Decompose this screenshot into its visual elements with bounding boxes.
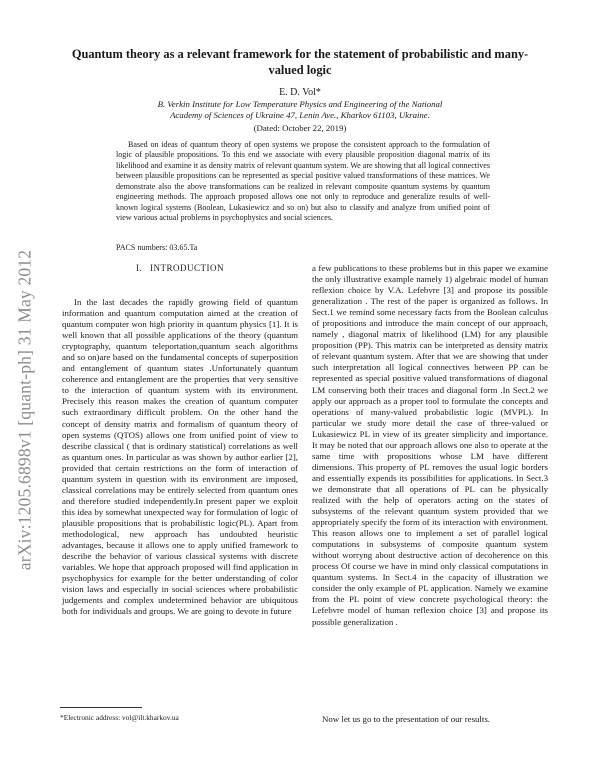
left-column xyxy=(62,263,298,617)
arxiv-stamp-text: arXiv:1205.6898v1 [quant-ph] 31 May 2012 xyxy=(14,249,35,571)
footnote-rule xyxy=(60,707,142,708)
right-column-text: a few publications to these problems but in this paper we examine the only illustrative example namely 1) algebraic model of human reflexion choice by V.A. Lefebvre [3] and propose its possible generalization . The rest of the paper is organized as follows. In Sect.1 we remind some necessary facts from the Boolean calculus of propositions and introduce the main concept of our approach, namely , diagonal matrix of likelihood (LM) for any plausible proposition (PP). This matrix can be interpreted as density matrix of relevant quantum system. After that we are showing that under such interpretation all logical connectives between PP can be represented as special positive valued transformations of diagonal LM conserving both their traces and diagonal form .In Sect.2 we apply our approach as a proper tool to formulate the concepts and operations of many-valued probabilistic logic (MVPL). In particular we study more detail the case of three-valued or Lukasiewicz PL in view of its greater simplicity and importance. It may be noted that our approach allows one also to operate at the same time with propositions whose LM have different dimensions. This property of PL removes the usual logic borders and essentially expends its possibilities for applications. In Sect.3 we demonstrate that all operations of PL can be physically realized with the help of operators acting on the states of subsystems of the relevant quantum system provided that we appropriately specify the form of its interaction with environment. This reason allows one to implement a set of parallel logical computations in subsystems of composite quantum system without worryng about destructive action of decoherence on this process Of course we have in mind only classical computations in quantum systems. In Sect.4 in the capacity of illustration we consider the only example of PL application. Namely we examine from the PL point of view concrete psychological theory: the Lefebvre model of human reflexion choice [3] and propose its possible generalization . xyxy=(312,263,548,627)
left-column-text: In the last decades the rapidly growing field of quantum information and quantum computation aimed at the creation of quantum computer won high priority in quantum physics [1]. It is well known that all possible applications of the theory (quantum cryptography, quantum teleportation,quantum seach algorithms and so on)are based on the fundamental concepts of superposition and entanglement of quantum states .Unfortunately quantum coherence and entanglement are the properties that very sensitive to the interaction of quantum system with its environment. Precisely this reason makes the creation of quantum computer such extraordinary difficult problem. On the other hand the concept of density matrix and formalism of quantum theory of open systems (QTOS) allows one from unified point of view to describe classical ( that is ordinary statistical) correlations as well as quantum ones. In particular as was shown by author earlier [2], provided that certain restrictions on the form of interaction of quantum system in question with its environment are imposed, classical correlations may be entirely selected from quantum ones and therefore studied independently.In present paper we exploit this idea by somewhat unexpected way for formulation of logic of plausible propositions that is probabilistic logic(PL). Apart from methodological, new approach has undoubted heuristic advantages, because it allows one to apply unified framework to describe the behavior of various classical systems with discrete variables. We hope that approach proposed will find application in psychophysics for example for the better understanding of color vision laws and especially in social sciences where probabilistic judgements and complex undetermined behavior are ubiquitous both for individuals and groups. We are going to devote in future xyxy=(62,297,298,617)
pacs-numbers: PACS numbers: 03.65.Ta xyxy=(116,243,198,252)
closing-sentence: Now let us go to the presentation of our results. xyxy=(322,714,491,724)
affiliation-line-1: B. Verkin Institute for Low Temperature Physics and Engineering of the National xyxy=(157,99,443,109)
section-number: I. xyxy=(136,263,143,273)
affiliation-line-2: Academy of Sciences of Ukraine 47, Lenin Ave., Kharkov 61103, Ukraine. xyxy=(170,110,430,121)
author-name: E. D. Vol* xyxy=(279,87,321,98)
affiliation xyxy=(60,99,540,122)
abstract: Based on ideas of quantum theory of open systems we propose the consistent approach to the formulation of logic of plausible propositions. To this end we associate with every plausible proposition diagonal matrix of its likelihood and examine it as density matrix of relevant quantum system. We are showing that all logical connectives between plausible propositions can be represented as special positive valued transformations of these matrices. We demonstrate also the above transformations can be realized in relevant composite quantum systems by quantum engineering methods. The approach proposed allows one not only to reproduce and generalize results of well-known logical systems (Boolean, Lukasiewicz and so on) but also to classify and analyze from unified point of view various actual problems in psychophysics and social sciences. xyxy=(116,140,490,223)
footnote: *Electronic address: vol@ilt.kharkov.ua xyxy=(60,713,179,722)
paper-title: Quantum theory as a relevant framework for the statement of probabilistic and many-valued logic xyxy=(71,47,529,77)
section-title: INTRODUCTION xyxy=(150,263,224,273)
right-column xyxy=(312,263,548,628)
dated-line: (Dated: October 22, 2019) xyxy=(253,123,347,133)
section-heading xyxy=(62,263,298,275)
